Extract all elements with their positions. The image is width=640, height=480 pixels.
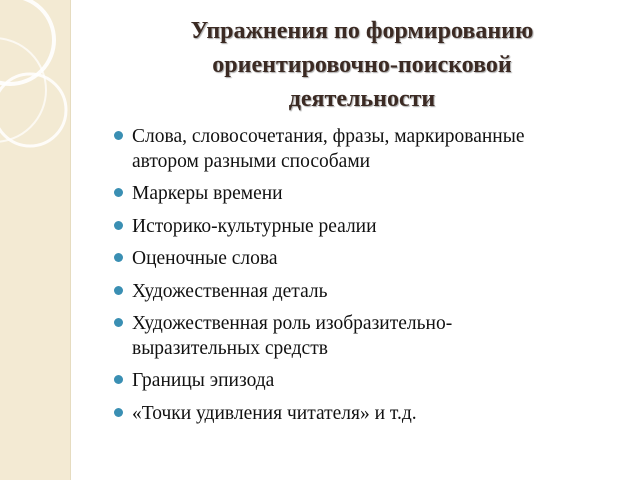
bullet-icon bbox=[114, 375, 123, 384]
title-line: ориентировочно-поисковой bbox=[212, 52, 512, 78]
list-item bbox=[112, 181, 632, 206]
list-item bbox=[112, 124, 632, 174]
list-item-text: Художественная роль изобразительно- bbox=[132, 312, 453, 334]
decorative-side-panel bbox=[0, 0, 71, 480]
list-item-text: автором разными способами bbox=[132, 151, 371, 172]
title-line: Упражнения по формированию bbox=[190, 18, 534, 44]
list-item bbox=[112, 311, 632, 361]
list-item bbox=[112, 401, 632, 426]
bullet-icon bbox=[114, 131, 123, 140]
list-item-text: выразительных средств bbox=[132, 337, 328, 359]
list-item-text: Слова, словосочетания, фразы, маркированные bbox=[132, 126, 525, 147]
bullet-icon bbox=[114, 286, 123, 295]
list-item-text: Оценочные слова bbox=[132, 248, 278, 270]
list-item-text: Художественная деталь bbox=[132, 280, 328, 302]
title-line: деятельности bbox=[288, 86, 436, 112]
bullet-icon bbox=[114, 253, 123, 262]
bullet-list bbox=[112, 124, 632, 433]
bullet-icon bbox=[114, 188, 123, 197]
list-item bbox=[112, 214, 632, 239]
slide-title bbox=[100, 14, 624, 116]
list-item bbox=[112, 368, 632, 393]
decorative-circles-icon bbox=[0, 0, 70, 480]
list-item-text: Маркеры времени bbox=[132, 183, 283, 205]
list-item-text: «Точки удивления читателя» и т.д. bbox=[132, 402, 417, 424]
bullet-icon bbox=[114, 221, 123, 230]
list-item bbox=[112, 279, 632, 304]
list-item bbox=[112, 246, 632, 271]
bullet-icon bbox=[114, 318, 123, 327]
list-item-text: Границы эпизода bbox=[132, 370, 275, 392]
list-item-text: Историко-культурные реалии bbox=[132, 215, 377, 237]
bullet-icon bbox=[114, 408, 123, 417]
